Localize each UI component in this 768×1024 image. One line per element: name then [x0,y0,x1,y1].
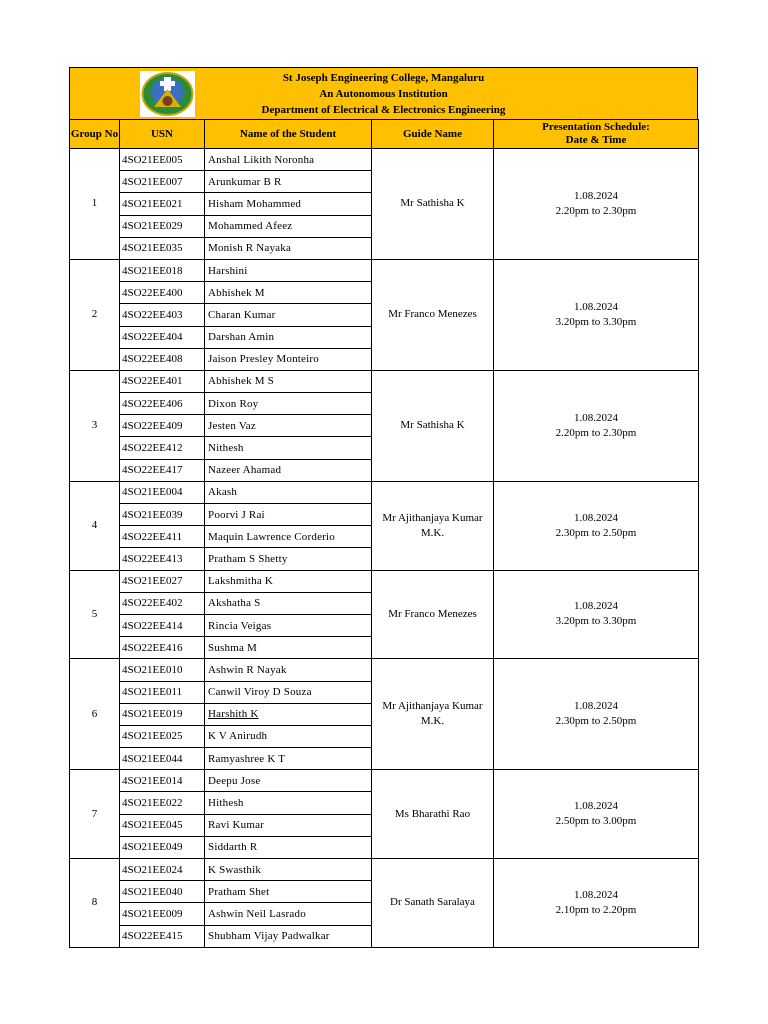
schedule-time: 2.50pm to 3.00pm [555,815,637,828]
table-row [70,570,699,592]
presentation-schedule [494,370,699,481]
student-name: Ashwin Neil Lasrado [208,907,306,920]
presentation-schedule [494,149,699,260]
table-row [70,149,699,171]
presentation-schedule [494,570,699,659]
student-name-cell [205,614,372,636]
table-row [70,370,699,392]
student-name-cell [205,348,372,370]
student-usn: 4SO21EE040 [120,881,205,903]
student-name-cell [205,237,372,259]
student-name: Ramyashree K T [208,752,286,765]
student-name: Harshith K [208,708,259,721]
student-usn: 4SO22EE400 [120,282,205,304]
student-name: Harshini [208,264,248,277]
student-name-cell [205,149,372,171]
table-row [70,259,699,281]
schedule-time: 2.30pm to 2.50pm [555,715,637,728]
student-name: Lakshmitha K [208,575,274,588]
guide-name-line: M.K. [420,715,445,728]
student-name: Ashwin R Nayak [208,663,287,676]
student-name: Charan Kumar [208,308,276,321]
student-name-cell [205,859,372,881]
student-usn: 4SO22EE403 [120,304,205,326]
student-name-cell [205,792,372,814]
student-name: Mohammed Afeez [208,220,293,233]
guide-name [372,370,494,481]
student-name: K V Anirudh [208,730,268,743]
student-name: Canwil Viroy D Souza [208,686,312,699]
schedule-date: 1.08.2024 [574,888,618,901]
student-name-cell [205,526,372,548]
student-name-cell [205,570,372,592]
student-name: Jesten Vaz [208,419,256,432]
student-name: Hithesh [208,797,244,810]
student-usn: 4SO21EE009 [120,903,205,925]
student-name: Abhishek M S [208,375,274,388]
student-name-cell [205,171,372,193]
student-usn: 4SO21EE025 [120,725,205,747]
student-name-cell [205,282,372,304]
student-name: Monish R Nayaka [208,242,292,255]
student-name: Maquin Lawrence Corderio [208,530,335,543]
student-name-cell [205,437,372,459]
student-name: Sushma M [208,641,257,654]
group-number: 7 [70,770,120,859]
guide-name-line: Dr Sanath Saralaya [390,896,475,909]
student-name-cell [205,659,372,681]
schedule-table [69,119,699,948]
student-name-cell [205,370,372,392]
column-header-name: Name of the Student [205,120,372,149]
student-name: Darshan Amin [208,331,275,344]
student-name: Shubham Vijay Padwalkar [208,930,330,943]
student-name-cell [205,481,372,503]
guide-name-line: M.K. [420,526,445,539]
student-usn: 4SO21EE022 [120,792,205,814]
header-banner [69,67,698,119]
table-row [70,770,699,792]
student-usn: 4SO21EE021 [120,193,205,215]
presentation-schedule [494,859,699,948]
student-usn: 4SO22EE402 [120,592,205,614]
schedule-date: 1.08.2024 [574,511,618,524]
guide-name-line: Mr Franco Menezes [388,308,477,321]
student-usn: 4SO21EE014 [120,770,205,792]
schedule-date: 1.08.2024 [574,600,618,613]
student-usn: 4SO21EE007 [120,171,205,193]
guide-name-line: Mr Sathisha K [400,197,465,210]
column-header-group: Group No [70,120,120,149]
student-usn: 4SO22EE408 [120,348,205,370]
student-usn: 4SO21EE035 [120,237,205,259]
student-usn: 4SO22EE404 [120,326,205,348]
student-usn: 4SO22EE411 [120,526,205,548]
student-name: Nithesh [208,442,244,455]
schedule-time: 2.10pm to 2.20pm [555,903,637,916]
student-name-cell [205,393,372,415]
student-name-cell [205,193,372,215]
student-name-cell [205,903,372,925]
student-name-cell [205,925,372,947]
student-usn: 4SO21EE019 [120,703,205,725]
student-name: Rincia Veigas [208,619,272,632]
schedule-date: 1.08.2024 [574,700,618,713]
student-name: Arunkumar B R [208,175,282,188]
student-name-cell [205,259,372,281]
schedule-date: 1.08.2024 [574,800,618,813]
column-header-schedule-line1: Presentation Schedule: [542,121,650,133]
student-name: Siddarth R [208,841,258,854]
student-usn: 4SO21EE045 [120,814,205,836]
student-name-cell [205,215,372,237]
student-usn: 4SO21EE039 [120,504,205,526]
guide-name-line: Mr Ajithanjaya Kumar [382,700,483,713]
guide-name-line: Mr Franco Menezes [388,607,477,620]
table-row [70,481,699,503]
presentation-schedule [494,259,699,370]
student-usn: 4SO22EE414 [120,614,205,636]
group-number: 4 [70,481,120,570]
student-usn: 4SO21EE011 [120,681,205,703]
student-name-cell [205,637,372,659]
institution-status: An Autonomous Institution [319,88,448,100]
student-name: Pratham Shet [208,885,270,898]
guide-name [372,259,494,370]
student-name-cell [205,415,372,437]
schedule-sheet [69,67,698,948]
table-row [70,659,699,681]
group-number: 2 [70,259,120,370]
student-usn: 4SO22EE406 [120,393,205,415]
guide-name [372,659,494,770]
schedule-time: 3.20pm to 3.30pm [555,615,637,628]
schedule-time: 3.20pm to 3.30pm [555,315,637,328]
student-name: Abhishek M [208,286,265,299]
student-name: Akshatha S [208,597,261,610]
column-header-schedule [494,120,699,149]
student-usn: 4SO22EE413 [120,548,205,570]
table-row [70,859,699,881]
guide-name-line: Ms Bharathi Rao [394,807,471,820]
group-number: 1 [70,149,120,260]
student-usn: 4SO21EE004 [120,481,205,503]
student-usn: 4SO22EE409 [120,415,205,437]
group-number: 3 [70,370,120,481]
guide-name [372,570,494,659]
presentation-schedule [494,481,699,570]
student-name-cell [205,548,372,570]
group-number: 6 [70,659,120,770]
student-usn: 4SO21EE029 [120,215,205,237]
guide-name-line: Mr Ajithanjaya Kumar [382,511,483,524]
guide-name [372,149,494,260]
column-header-guide: Guide Name [372,120,494,149]
department-name: Department of Electrical & Electronics Engineering [261,104,506,116]
group-number: 8 [70,859,120,948]
student-name: Deepu Jose [208,774,261,787]
student-usn: 4SO22EE415 [120,925,205,947]
student-name: Jaison Presley Monteiro [208,353,319,366]
student-usn: 4SO21EE024 [120,859,205,881]
student-name: Poorvi J Rai [208,508,265,521]
presentation-schedule [494,770,699,859]
student-name-cell [205,304,372,326]
student-usn: 4SO22EE416 [120,637,205,659]
student-usn: 4SO22EE401 [120,370,205,392]
student-usn: 4SO22EE412 [120,437,205,459]
student-name-cell [205,770,372,792]
student-name: Anshal Likith Noronha [208,153,315,166]
group-number: 5 [70,570,120,659]
student-usn: 4SO22EE417 [120,459,205,481]
student-usn: 4SO21EE049 [120,836,205,858]
student-name: Hisham Mohammed [208,197,302,210]
college-name: St Joseph Engineering College, Mangaluru [282,72,485,84]
student-name: Ravi Kumar [208,819,265,832]
guide-name [372,481,494,570]
schedule-time: 2.20pm to 2.30pm [555,204,637,217]
column-header-schedule-line2: Date & Time [565,134,627,146]
student-name-cell [205,326,372,348]
guide-name [372,859,494,948]
student-name: K Swasthik [208,863,262,876]
student-name-cell [205,881,372,903]
student-name-cell [205,459,372,481]
schedule-date: 1.08.2024 [574,411,618,424]
student-usn: 4SO21EE044 [120,748,205,770]
schedule-date: 1.08.2024 [574,300,618,313]
student-usn: 4SO21EE010 [120,659,205,681]
column-header-usn: USN [120,120,205,149]
table-header-row [70,120,699,149]
student-usn: 4SO21EE005 [120,149,205,171]
guide-name-line: Mr Sathisha K [400,419,465,432]
student-usn: 4SO21EE018 [120,259,205,281]
student-name: Dixon Roy [208,397,259,410]
schedule-date: 1.08.2024 [574,189,618,202]
schedule-time: 2.20pm to 2.30pm [555,426,637,439]
presentation-schedule [494,659,699,770]
student-name-cell [205,504,372,526]
student-name: Pratham S Shetty [208,552,288,565]
student-name-cell [205,681,372,703]
student-name: Nazeer Ahamad [208,464,282,477]
schedule-time: 2.30pm to 2.50pm [555,526,637,539]
student-name-cell [205,703,372,725]
student-usn: 4SO21EE027 [120,570,205,592]
guide-name [372,770,494,859]
student-name: Akash [208,486,238,499]
student-name-cell [205,836,372,858]
student-name-cell [205,725,372,747]
student-name-cell [205,814,372,836]
student-name-cell [205,748,372,770]
student-name-cell [205,592,372,614]
